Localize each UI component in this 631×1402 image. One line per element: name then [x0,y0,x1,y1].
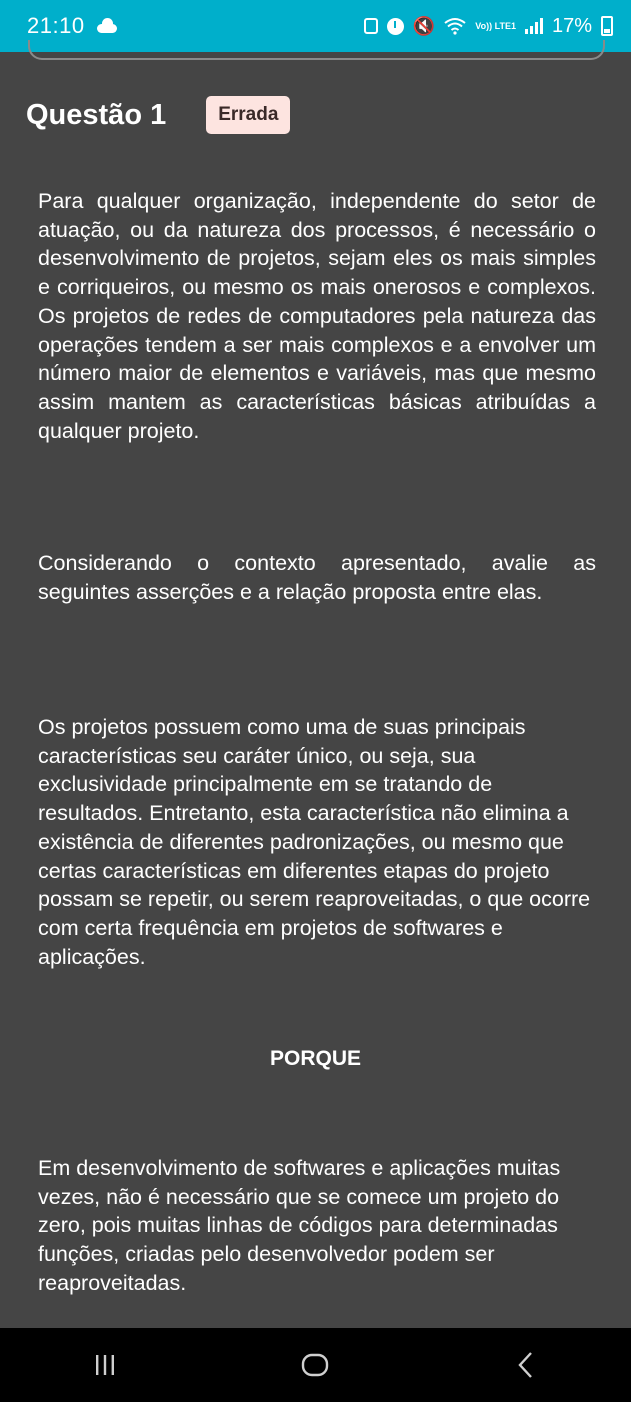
battery-percent: 17% [551,14,592,37]
navigation-bar [0,1328,631,1402]
assertion-1: Os projetos possuem como uma de suas principais características seu caráter único, ou seja, sua exclusividade principalmente em se tratando de resultados. Entretanto, esta característica não elimina a existência de diferentes padronizações, ou mesmo que certas características em diferentes etapas do projeto possam se repetir, ou serem reaproveitadas, o que ocorre com certa frequência em projetos de softwares e aplicações. [38,715,591,969]
app-notification-icon [364,18,378,34]
cloud-icon [95,19,119,33]
status-time: 21:10 [27,13,85,38]
context-paragraph: Para qualquer organização, independente do setor de atuação, ou da natureza dos processos, é necessário o desenvolvimento de projetos, sejam eles os mais simples e corriqueiros, ou mesmo os mais onerosos e complexos. Os projetos de redes de computadores pela natureza das operações tendem a ser mais complexos e a envolver um número maior de elementos e variáveis, mas que mesmo assim mantem as características básicas atribuídas a qualquer projeto. [38,189,596,443]
connector-porque: PORQUE [269,1047,361,1070]
alarm-icon [387,18,404,35]
wifi-icon [444,17,466,35]
back-icon [516,1351,536,1379]
instruction-paragraph: Considerando o contexto apresentado, avalie as seguintes asserções e a relação proposta entre elas. [38,551,596,604]
status-badge: Errada [206,96,290,134]
recent-apps-button[interactable] [75,1340,135,1390]
assertion-2: Em desenvolvimento de softwares e aplicações muitas vezes, não é necessário que se comece um projeto do zero, pois muitas linhas de códigos para determinadas funções, criadas pelo desenvolvedor podem ser reaproveitadas. [38,1156,561,1295]
signal-icon [525,18,543,34]
network-label: Vo)) LTE1 [475,20,516,31]
mute-icon: 🔇 [412,16,436,36]
question-title: Questão 1 [26,98,167,131]
recent-apps-icon [93,1353,117,1377]
home-button[interactable] [285,1340,345,1390]
home-icon [301,1353,329,1377]
previous-card-edge [28,40,605,60]
back-button[interactable] [496,1340,556,1390]
question-header [26,96,290,134]
status-icons [364,15,613,38]
battery-icon [601,16,613,36]
